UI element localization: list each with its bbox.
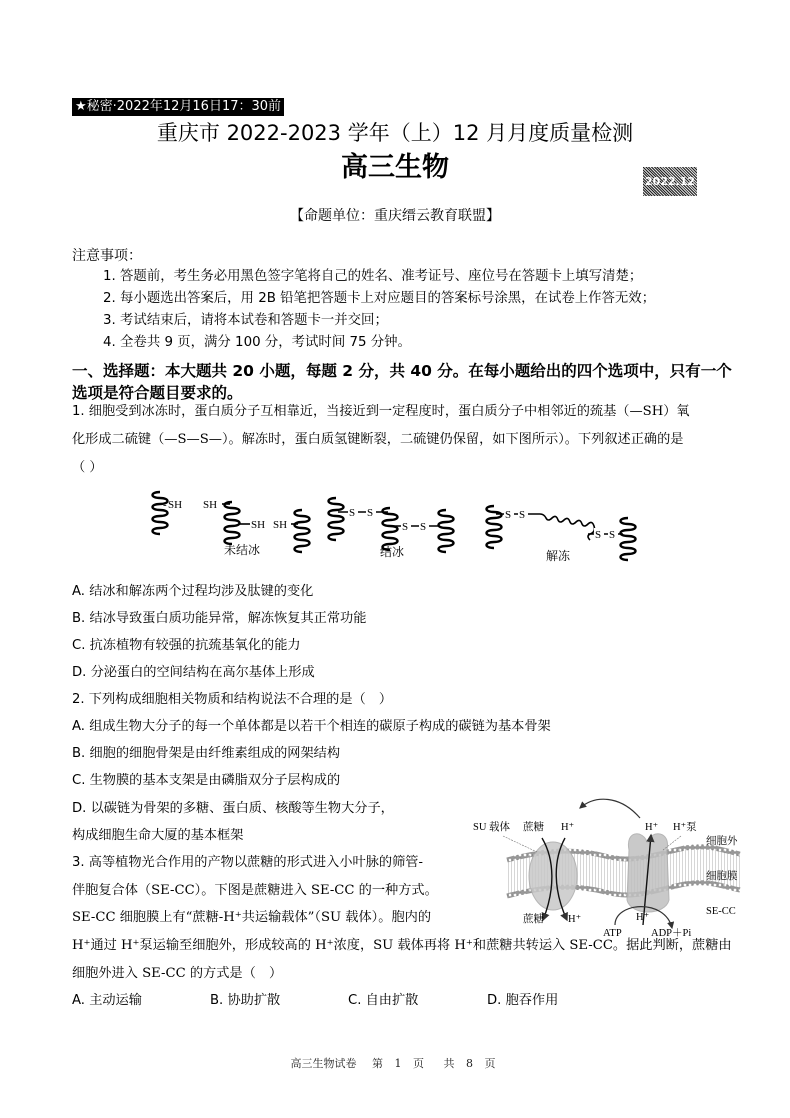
q2-option-d[interactable] (72, 795, 394, 822)
question-stem: 高等植物光合作用的产物以蔗糖的形式进入小叶脉的筛管- (88, 855, 423, 870)
option-key: A. (72, 993, 85, 1008)
option-key: C. (72, 638, 86, 653)
note-item: 3. 考试结束后，请将本试卷和答题卡一并交回； (103, 313, 388, 328)
option-text: 细胞的细胞骨架是由纤维素组成的网架结构 (89, 746, 341, 761)
s-atom: S (505, 509, 512, 521)
question-1-line-2: 化形成二硫键（—S—S—）。解冻时，蛋白质氢键断裂，二硫键仍保留，如下图所示）。下列叙述正确的是 (72, 432, 684, 447)
q3-option-d[interactable] (487, 987, 558, 1014)
h-bottom-left-label: H⁺ (568, 914, 582, 925)
unfolded-chain (540, 514, 595, 540)
protein-coil (621, 518, 636, 560)
authoring-unit: 【命题单位：重庆缙云教育联盟】 (290, 208, 500, 224)
question-3-line-4: H⁺通过 H⁺泵运输至细胞外，形成较高的 H⁺浓度，SU 载体再将 H⁺和蔗糖共转运入 SE-CC。据此判断，蔗糖由 (72, 938, 732, 953)
confidential-label: ★秘密·2022年12月16日17：30前 (72, 98, 284, 116)
question-stem: 细胞受到冰冻时，蛋白质分子互相靠近，当接近到一定程度时，蛋白质分子中相邻近的巯基（—SH）氧 (88, 404, 690, 419)
option-text: 组成生物大分子的每一个单体都是以若干个相连的碳原子构成的碳链为基本骨架 (89, 719, 551, 734)
q3-option-b[interactable] (210, 987, 280, 1014)
option-text: 结冰和解冻两个过程均涉及肽键的变化 (89, 584, 314, 599)
panel-thawed (487, 506, 636, 563)
option-text: 以碳链为骨架的多糖、蛋白质、核酸等生物大分子， (90, 801, 394, 816)
h-top-right-label: H⁺ (645, 822, 659, 833)
question-1-line-1 (72, 398, 690, 426)
s-atom: S (367, 507, 374, 519)
q1-option-c[interactable] (72, 632, 301, 659)
option-text: 胞吞作用 (505, 993, 559, 1008)
option-text: 协助扩散 (227, 993, 281, 1008)
question-stem: 下列构成细胞相关物质和结构说法不合理的是（ ） (88, 692, 393, 707)
note-item: 1. 答题前，考生务必用黑色签字笔将自己的姓名、准考证号、座位号在答题卡上填写清楚； (103, 269, 643, 284)
q1-option-d[interactable] (72, 659, 315, 686)
option-key: A. (72, 584, 85, 599)
s-atom: S (595, 529, 602, 541)
notes-list (103, 266, 655, 354)
q3-option-c[interactable] (348, 987, 418, 1014)
note-item: 2. 每小题选出答案后，用 2B 铅笔把答题卡上对应题目的答案标号涂黑，在试卷上作答无效； (103, 291, 656, 306)
s-atom: S (402, 521, 409, 533)
sucrose-top-label: 蔗糖 (523, 822, 544, 833)
question-1-line-3: （ ） (72, 460, 103, 475)
atp-label: ATP (603, 928, 622, 938)
subject-title: 高三生物 (341, 152, 449, 183)
membrane-label: 细胞膜 (706, 871, 738, 882)
label-frozen: 结冰 (380, 545, 405, 559)
su-carrier-protein (529, 842, 577, 910)
su-carrier-label: SU 载体 (473, 822, 511, 833)
membrane-transport-figure (465, 790, 755, 938)
protein-coil (295, 510, 310, 552)
q2-option-d-continued: 构成细胞生命大厦的基本框架 (72, 828, 244, 843)
option-key: D. (72, 665, 87, 680)
q1-option-b[interactable] (72, 605, 366, 632)
s-atom: S (609, 529, 616, 541)
protein-disulfide-figure (148, 488, 648, 566)
option-key: D. (72, 801, 87, 816)
h-top-left-label: H⁺ (561, 822, 575, 833)
s-atom: S (420, 521, 427, 533)
question-3-line-3: SE-CC 细胞膜上有“蔗糖-H⁺共运输载体”（SU 载体）。胞内的 (72, 910, 432, 925)
footer-total (440, 1057, 500, 1070)
sh-group: SH (251, 519, 266, 531)
option-key: B. (72, 746, 86, 761)
option-key: B. (72, 611, 86, 626)
option-key: D. (487, 993, 502, 1008)
footer-paper-name: 高三生物试卷 (290, 1057, 357, 1070)
question-3-line-1 (72, 849, 423, 876)
protein-coil (487, 506, 502, 548)
protein-coil (225, 502, 240, 544)
page-prefix: 第 (372, 1057, 383, 1070)
page-footer (0, 1055, 790, 1071)
exam-title: 重庆市 2022-2023 学年（上）12 月月度质量检测 (156, 121, 634, 145)
h-pump-label: H⁺泵 (673, 822, 697, 833)
s-atom: S (519, 509, 526, 521)
su-pointer-line (503, 836, 537, 852)
panel-frozen (329, 498, 454, 559)
q2-option-b[interactable] (72, 740, 340, 767)
footer-page (368, 1057, 428, 1070)
note-item: 4. 全卷共 9 页，满分 100 分，考试时间 75 分钟。 (103, 335, 411, 350)
sucrose-bottom-label: 蔗糖 (523, 914, 544, 925)
option-key: C. (72, 773, 86, 788)
question-3-line-5: 细胞外进入 SE-CC 的方式是（ ） (72, 966, 283, 981)
total-prefix: 共 (443, 1057, 455, 1070)
h-cycle-arrow (580, 799, 640, 818)
total-suffix: 页 (484, 1057, 496, 1070)
total-pages: 8 (466, 1057, 473, 1070)
option-key: B. (210, 993, 224, 1008)
q2-option-a[interactable] (72, 713, 551, 740)
option-text: 主动运输 (89, 993, 142, 1008)
sh-group: SH (203, 499, 218, 511)
option-text: 抗冻植物有较强的抗巯基氧化的能力 (89, 638, 301, 653)
sh-group: SH (168, 499, 183, 511)
option-text: 生物膜的基本支架是由磷脂双分子层构成的 (89, 773, 341, 788)
protein-coil (329, 498, 344, 540)
notes-title: 注意事项： (72, 248, 142, 264)
bond-dash: - (163, 499, 167, 511)
label-thawed: 解冻 (546, 549, 571, 563)
date-badge: 2022.12 (643, 167, 697, 196)
outside-label: 细胞外 (706, 836, 738, 847)
q2-option-c[interactable] (72, 767, 340, 794)
option-text: 结冰导致蛋白质功能异常，解冻恢复其正常功能 (89, 611, 367, 626)
page-suffix: 页 (413, 1057, 424, 1070)
q1-option-a[interactable] (72, 578, 313, 605)
question-number: 3. (72, 855, 85, 870)
question-number: 1. (72, 404, 85, 419)
protein-coil (383, 508, 398, 550)
page-number: 1 (394, 1057, 402, 1070)
option-text: 分泌蛋白的空间结构在高尔基体上形成 (90, 665, 315, 680)
s-atom: S (349, 507, 356, 519)
option-key: A. (72, 719, 85, 734)
section-heading: 一、选择题：本大题共 20 小题，每题 2 分，共 40 分。在每小题给出的四个选项中，只有一个选项是符合题目要求的。 (72, 362, 732, 402)
se-cc-label: SE-CC (706, 906, 736, 917)
panel-unfrozen (153, 492, 310, 557)
question-number: 2. (72, 692, 85, 707)
sh-group: SH (273, 519, 288, 531)
label-unfrozen: 未结冰 (224, 543, 261, 557)
option-key: C. (348, 993, 362, 1008)
h-bottom-right-label: H⁺ (636, 912, 650, 923)
adp-label: ADP＋Pi (651, 928, 692, 938)
question-3-line-2: 伴胞复合体（SE-CC）。下图是蔗糖进入 SE-CC 的一种方式。 (72, 883, 438, 898)
q3-option-a[interactable] (72, 987, 142, 1014)
protein-coil (439, 510, 454, 552)
question-2-stem (72, 686, 392, 713)
option-text: 自由扩散 (365, 993, 419, 1008)
